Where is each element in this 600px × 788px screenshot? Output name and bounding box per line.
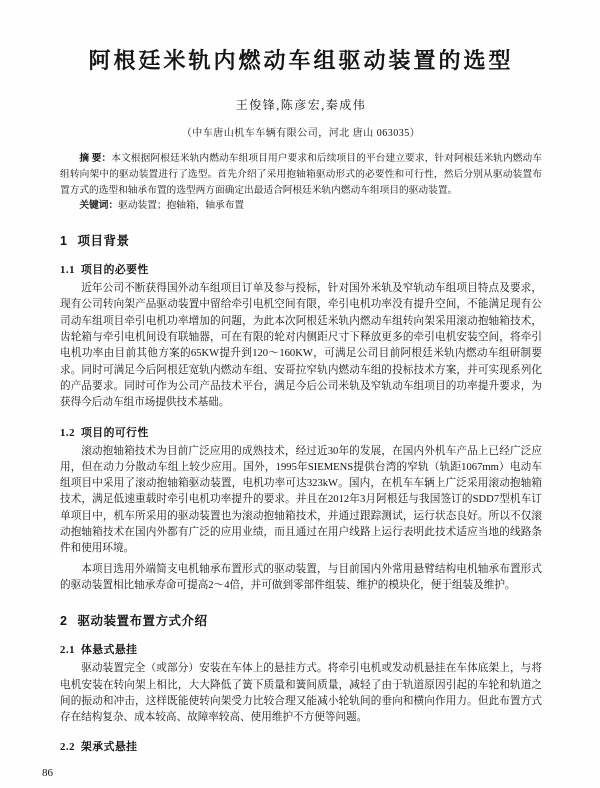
abstract-text: 本文根据阿根廷米轨内燃动车组项目用户要求和后续项目的平台建立要求，针对阿根廷米轨内燃动车组转向架中的驱动装置进行了选型。首先介绍了采用抱轴箱驱动形式的必要性和可行性，然后分别从驱动装置布置方式的选型和轴承布置的选型两方面确定出最适合阿根廷米轨内燃动车组项目的驱动装置。 xyxy=(60,153,543,196)
subsection-heading-1-2 xyxy=(60,425,542,440)
section-heading-1 xyxy=(60,231,542,249)
section-heading-2 xyxy=(60,611,542,629)
subsection-title: 项目的必要性 xyxy=(81,264,149,277)
section-number: 2 xyxy=(60,614,68,629)
keywords-label: 关键词： xyxy=(79,200,119,212)
authors-line: 王俊锋,陈彦宏,秦成伟 xyxy=(235,98,367,112)
section-title: 驱动装置布置方式介绍 xyxy=(77,614,208,629)
keywords-block xyxy=(60,198,542,214)
subsection-number: 2.2 xyxy=(60,741,75,754)
subsection-title: 架承式悬挂 xyxy=(81,741,138,754)
subsection-heading-2-1 xyxy=(60,642,542,657)
subsection-number: 1.2 xyxy=(60,426,75,439)
abstract-block xyxy=(60,151,542,198)
page-number: 86 xyxy=(42,767,53,779)
abstract-label: 摘 要： xyxy=(79,153,112,164)
section-title: 项目背景 xyxy=(77,234,130,249)
section-number: 1 xyxy=(60,234,68,249)
subsection-heading-1-1 xyxy=(60,262,542,277)
subsection-number: 1.1 xyxy=(60,264,75,277)
subsection-number: 2.1 xyxy=(60,644,75,657)
paragraph: 驱动装置完全（或部分）安装在车体上的悬挂方式。将牵引电机或发动机悬挂在车体底架上，与将电机安装在转向架上相比，大大降低了簧下质量和簧间质量，减轻了由于轨道原因引起的车轮和轨道之间的振动和冲击，这样既能使转向架受力比较合理又能减小轮轨间的垂向和横向作用力。但此布置方式存在结构复杂、成本较高、故障率较高、使用维护不方便等问题。 xyxy=(60,663,542,724)
page-title: 阿根廷米轨内燃动车组驱动装置的选型 xyxy=(88,48,514,73)
subsection-title: 项目的可行性 xyxy=(81,426,149,439)
paragraph: 滚动抱轴箱技术为目前广泛应用的成熟技术，经过近30年的发展，在国内外机车产品上已经广泛应用，但在动力分散动车组上较少应用。国外，1995年SIEMENS提供台湾的窄轨（轨距1067mm）电动车组项目中采用了滚动抱轴箱驱动装置，电机功率可达323kW。国内，在机车车辆上广泛采用滚动抱轴箱技术，满足低速重载时牵引电机功率提升的要求。并且在2012年3月阿根廷与我国签订的SDD7型机车订单项目中，机车所采用的驱动装置也为滚动抱轴箱技术，并通过跟踪测试，运行状态良好。所以不仅滚动抱轴箱技术在国内外都有广泛的应用业绩，而且通过在用户线路上运行表明此技术适应当地的线路条件和使用环境。 xyxy=(60,445,542,555)
affiliation-line: （中车唐山机车车辆有限公司，河北 唐山 063035） xyxy=(181,128,421,139)
paragraph: 本项目选用外端简支电机轴承布置形式的驱动装置，与目前国内外常用悬臂结构电机轴承布置形式的驱动装置相比轴承寿命可提高2～4倍，并可做到零部件组装、维护的模块化，便于组装及维护。 xyxy=(60,563,542,591)
paragraph: 近年公司不断获得国外动车组项目订单及参与投标，针对国外米轨及窄轨动车组项目特点及要求，现有公司转向架产品驱动装置中留给牵引电机空间有限，牵引电机功率没有提升空间，不能满足现有公司动车组项目牵引电机功率增加的问题，为此本次阿根廷米轨内燃动车组转向架采用滚动抱轴箱技术，齿轮箱与牵引电机间设有联轴器，可在有限的轮对内侧距尺寸下释放更多的牵引电机安装空间，将牵引电机功率由目前其他方案的65KW提升到120～160KW，可满足公司目前阿根廷米轨内燃动车组研制要求。同时可满足今后阿根廷宽轨内燃动车组、安哥拉窄轨内燃动车组的投标技术方案，并可实现系列化的产品要求。同时可作为公司产品技术平台，满足今后公司米轨及窄轨动车组项目的功率提升要求，为获得今后动车组市场提供技术基础。 xyxy=(60,283,542,409)
keywords-text: 驱动装置；抱轴箱，轴承布置 xyxy=(118,200,245,212)
subsection-title: 体悬式悬挂 xyxy=(81,644,138,657)
subsection-heading-2-2 xyxy=(60,739,542,754)
